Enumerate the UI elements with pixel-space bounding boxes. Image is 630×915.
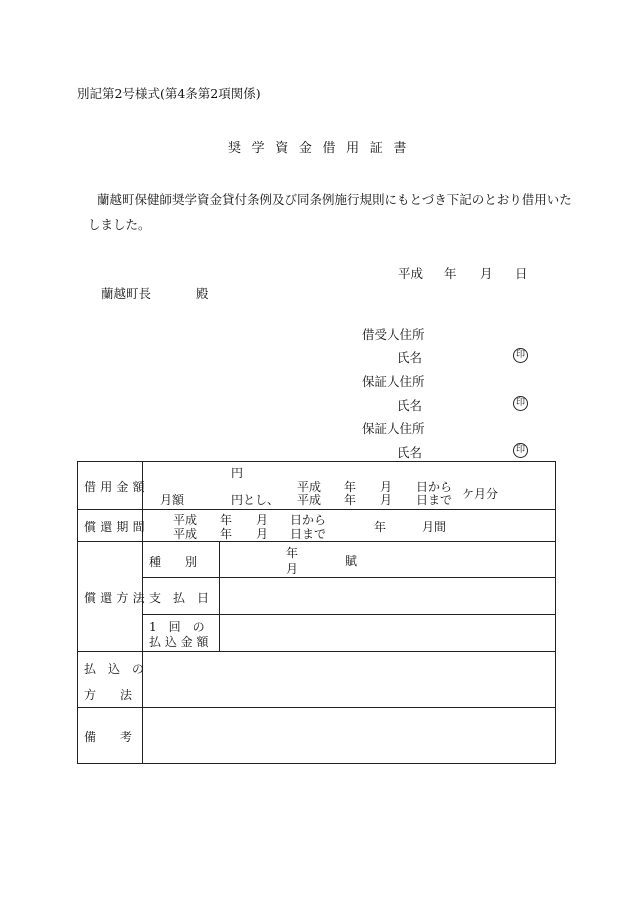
loan-details-table xyxy=(77,461,556,764)
installment-type-fu: 賦 xyxy=(345,554,358,568)
document-title: 奨 学 資 金 借 用 証 書 xyxy=(228,141,410,156)
period-from-day: 日から xyxy=(290,513,327,527)
per-payment-label-line1: 1 回 の xyxy=(149,620,205,634)
date-day: 日 xyxy=(515,266,528,281)
period-from-year: 年 xyxy=(220,513,233,527)
date-year: 年 xyxy=(444,266,457,281)
loan-to-day: 日まで xyxy=(416,493,453,507)
installment-type-month: 月 xyxy=(286,562,299,576)
body-text-line-1: 蘭越町保健師奨学資金貸付条例及び同条例施行規則にもとづき下記のとおり借用いた xyxy=(97,192,572,207)
period-from-era: 平成 xyxy=(173,513,198,527)
period-from-month: 月 xyxy=(256,513,269,527)
loan-to-month: 月 xyxy=(380,493,393,507)
loan-from-month: 月 xyxy=(380,480,393,494)
repay-method-label: 償還方法 xyxy=(84,591,149,605)
per-payment-label-line2: 払 込 金 額 xyxy=(149,635,209,649)
period-to-day: 日まで xyxy=(290,527,327,541)
period-to-month: 月 xyxy=(256,527,269,541)
loan-monthly-yen: 円とし、 xyxy=(231,493,280,507)
loan-to-era: 平成 xyxy=(297,493,322,507)
payment-date-label: 支 払 日 xyxy=(149,591,210,605)
loan-to-year: 年 xyxy=(344,493,357,507)
guarantor2-name-label: 氏名 xyxy=(397,445,423,460)
loan-monthly-label: 月額 xyxy=(160,493,185,507)
loan-from-era: 平成 xyxy=(297,480,322,494)
guarantor1-address-label: 保証人住所 xyxy=(362,374,425,389)
borrower-address-label: 借受人住所 xyxy=(362,327,425,342)
form-reference: 別記第2号様式(第4条第2項関係) xyxy=(77,86,261,101)
period-total-year: 年 xyxy=(374,520,387,534)
payment-method-label-line2: 方 法 xyxy=(84,688,133,702)
guarantor2-address-label: 保証人住所 xyxy=(362,421,425,436)
period-to-year: 年 xyxy=(220,527,233,541)
guarantor2-seal: 印 xyxy=(513,443,528,458)
loan-from-day: 日から xyxy=(416,480,453,494)
remarks-label: 備 考 xyxy=(84,730,133,744)
addressee-name: 蘭越町長 xyxy=(101,286,152,301)
borrower-seal: 印 xyxy=(513,348,528,363)
loan-amount-yen: 円 xyxy=(231,466,244,480)
loan-amount-label: 借用金額 xyxy=(84,480,149,494)
guarantor1-name-label: 氏名 xyxy=(397,398,423,413)
period-total-months: 月間 xyxy=(422,520,447,534)
loan-from-year: 年 xyxy=(344,480,357,494)
repay-period-label: 償還期間 xyxy=(84,520,149,534)
installment-type-label: 種 別 xyxy=(149,555,198,569)
addressee-honorific: 殿 xyxy=(196,286,209,301)
payment-method-label-line1: 払 込 の xyxy=(84,662,145,676)
date-month: 月 xyxy=(480,266,493,281)
guarantor1-seal: 印 xyxy=(513,396,528,411)
loan-months-suffix: ケ月分 xyxy=(462,487,499,501)
period-to-era: 平成 xyxy=(173,527,198,541)
borrower-name-label: 氏名 xyxy=(397,350,423,365)
date-era: 平成 xyxy=(398,266,424,281)
body-text-line-2: しました。 xyxy=(88,217,151,232)
installment-type-year: 年 xyxy=(286,546,299,560)
